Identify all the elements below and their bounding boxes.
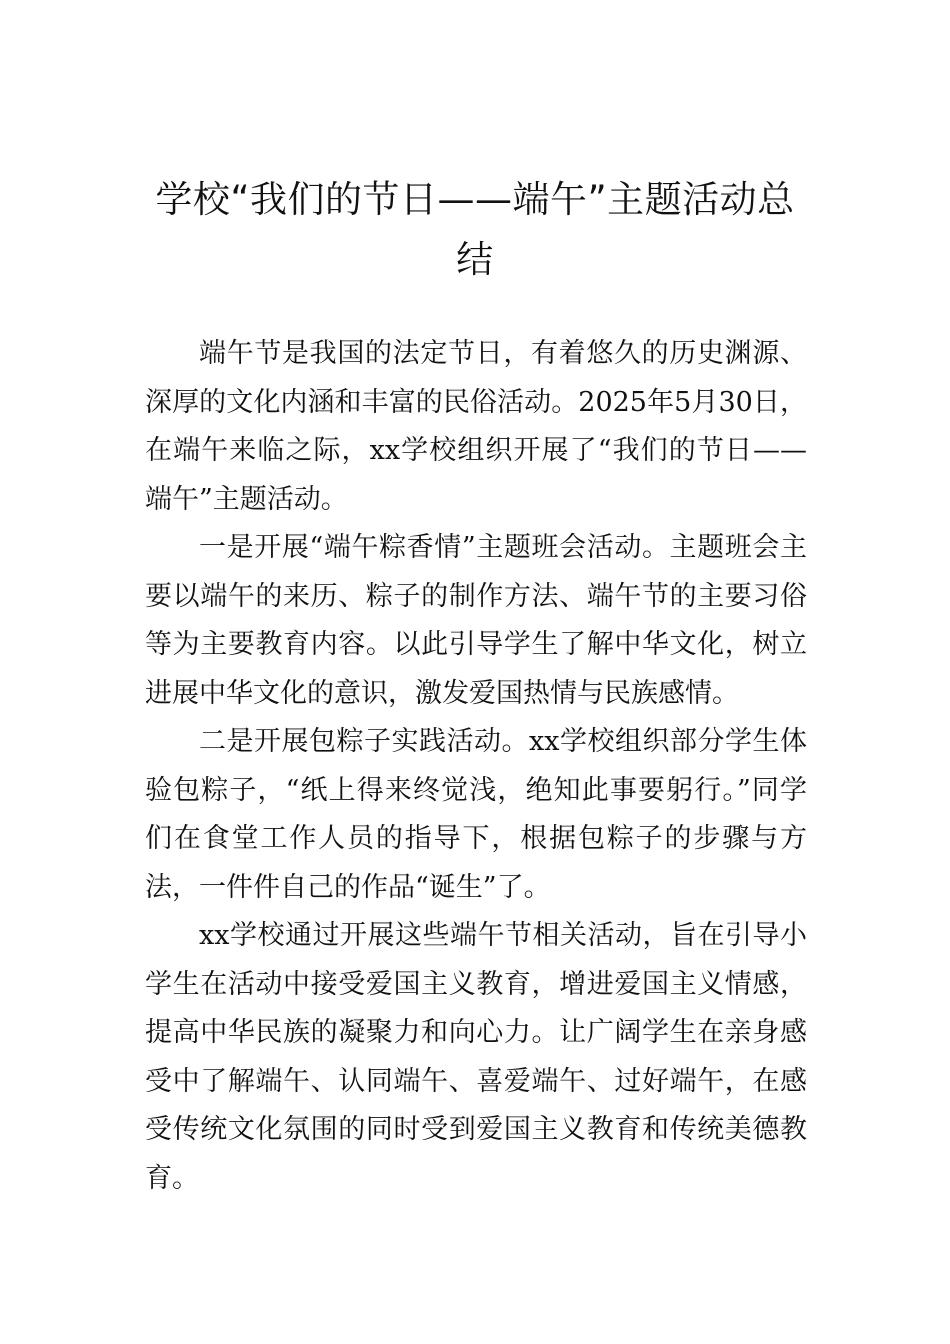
paragraph-conclusion: xx学校通过开展这些端午节相关活动，旨在引导小学生在活动中接受爱国主义教育，增进爱国主义情感，提高中华民族的凝聚力和向心力。让广阔学生在亲身感受中了解端午、认同端午、喜爱端午、过好端午，在感受传统文化氛围的同时受到爱国主义教育和传统美德教育。: [145, 920, 807, 1194]
paragraph-class-meeting: 一是开展“端午粽香情”主题班会活动。主题班会主要以端午的来历、粽子的制作方法、端午节的主要习俗等为主要教育内容。以此引导学生了解中华文化，树立进展中华文化的意识，激发爱国热情与民族感情。: [145, 532, 807, 709]
document-title: 学校“我们的节日——端午”主题活动总结: [155, 178, 795, 281]
document-body: [145, 330, 807, 1203]
paragraph-intro: 端午节是我国的法定节日，有着悠久的历史渊源、深厚的文化内涵和丰富的民俗活动。2025年5月30日，在端午来临之际，xx学校组织开展了“我们的节日——端午”主题活动。: [145, 338, 807, 515]
paragraph-zongzi-practice: 二是开展包粽子实践活动。xx学校组织部分学生体验包粽子，“纸上得来终觉浅，绝知此事要躬行。”同学们在食堂工作人员的指导下，根据包粽子的步骤与方法，一件件自己的作品“诞生”了。: [145, 726, 807, 903]
